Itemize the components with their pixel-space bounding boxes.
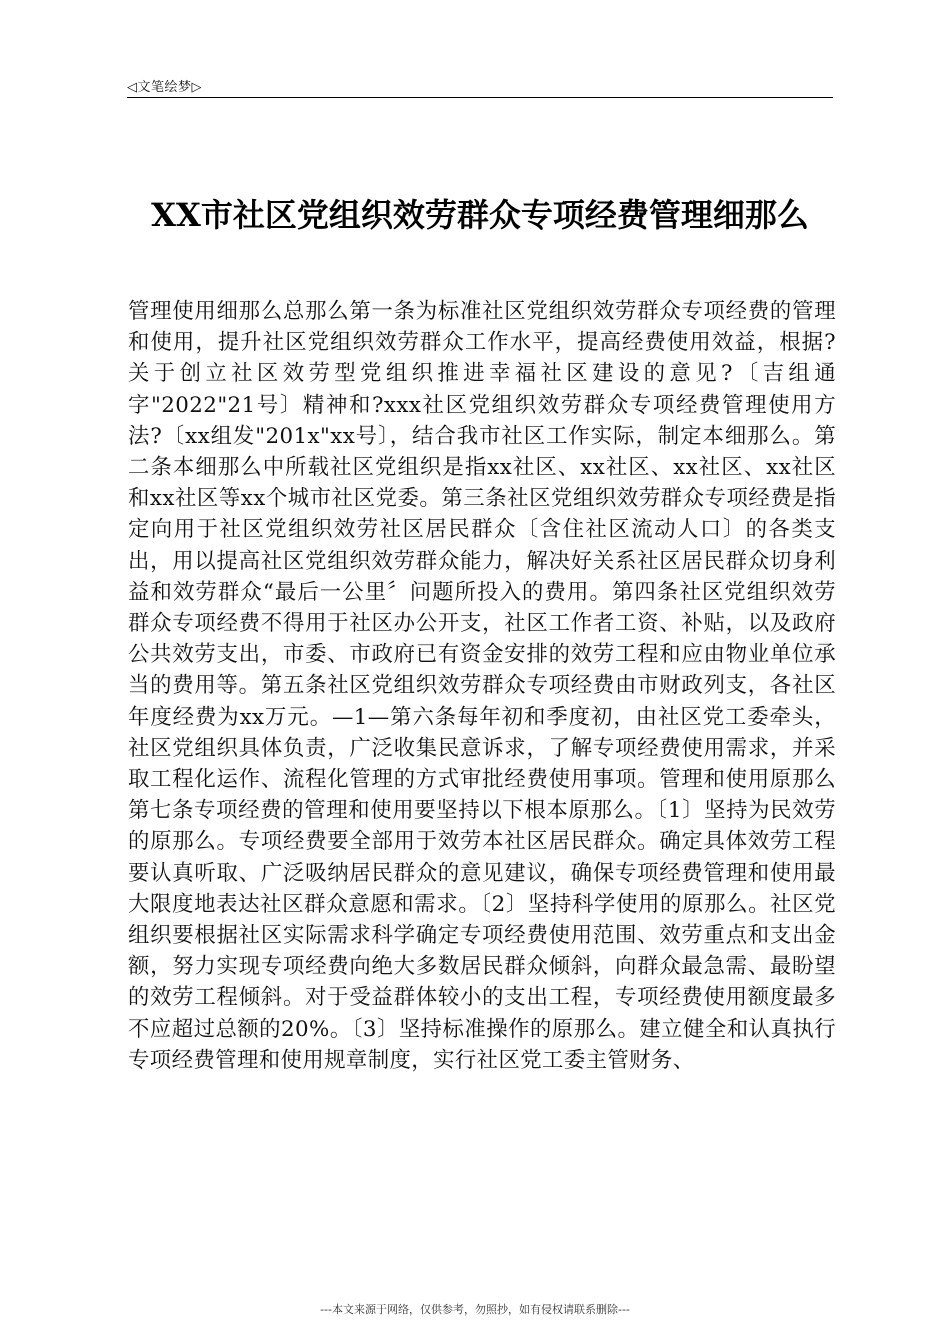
- document-title: XX市社区党组织效劳群众专项经费管理细那么: [151, 196, 809, 234]
- document-body: 管理使用细那么总那么第一条为标准社区党组织效劳群众专项经费的管理和使用，提升社区党组织效劳群众工作水平，提高经费使用效益，根据?关于创立社区效劳型党组织推进幸福社区建设的意见?〔吉组通字"2022"21号〕精神和?xxx社区党组织效劳群众专项经费管理使用方法?〔xx组发"201x"xx号〕，结合我市社区工作实际，制定本细那么。第二条本细那么中所载社区党组织是指xx社区、xx社区、xx社区、xx社区和xx社区等xx个城市社区党委。第三条社区党组织效劳群众专项经费是指定向用于社区党组织效劳社区居民群众〔含住社区流动人口〕的各类支出，用以提高社区党组织效劳群众能力，解决好关系社区居民群众切身利益和效劳群众“最后一公里〞问题所投入的费用。第四条社区党组织效劳群众专项经费不得用于社区办公开支，社区工作者工资、补贴，以及政府公共效劳支出，市委、市政府已有资金安排的效劳工程和应由物业单位承当的费用等。第五条社区党组织效劳群众专项经费由市财政列支，各社区年度经费为xx万元。—1—第六条每年初和季度初，由社区党工委牵头，社区党组织具体负责，广泛收集民意诉求，了解专项经费使用需求，并采取工程化运作、流程化管理的方式审批经费使用事项。管理和使用原那么第七条专项经费的管理和使用要坚持以下根本原那么。〔1〕坚持为民效劳的原那么。专项经费要全部用于效劳本社区居民群众。确定具体效劳工程要认真听取、广泛吸纳居民群众的意见建议，确保专项经费管理和使用最大限度地表达社区群众意愿和需求。〔2〕坚持科学使用的原那么。社区党组织要根据社区实际需求科学确定专项经费使用范围、效劳重点和支出金额，努力实现专项经费向绝大多数居民群众倾斜，向群众最急需、最盼望的效劳工程倾斜。对于受益群体较小的支出工程，专项经费使用额度最多不应超过总额的20%。〔3〕坚持标准操作的原那么。建立健全和认真执行专项经费管理和使用规章制度，实行社区党工委主管财务、: [128, 299, 836, 1073]
- header-mark: ◁文笔绘梦▷: [127, 80, 202, 95]
- footer-disclaimer: ---本文来源于网络，仅供参考，勿照抄，如有侵权请联系删除---: [320, 1303, 630, 1316]
- header-divider: [127, 97, 833, 98]
